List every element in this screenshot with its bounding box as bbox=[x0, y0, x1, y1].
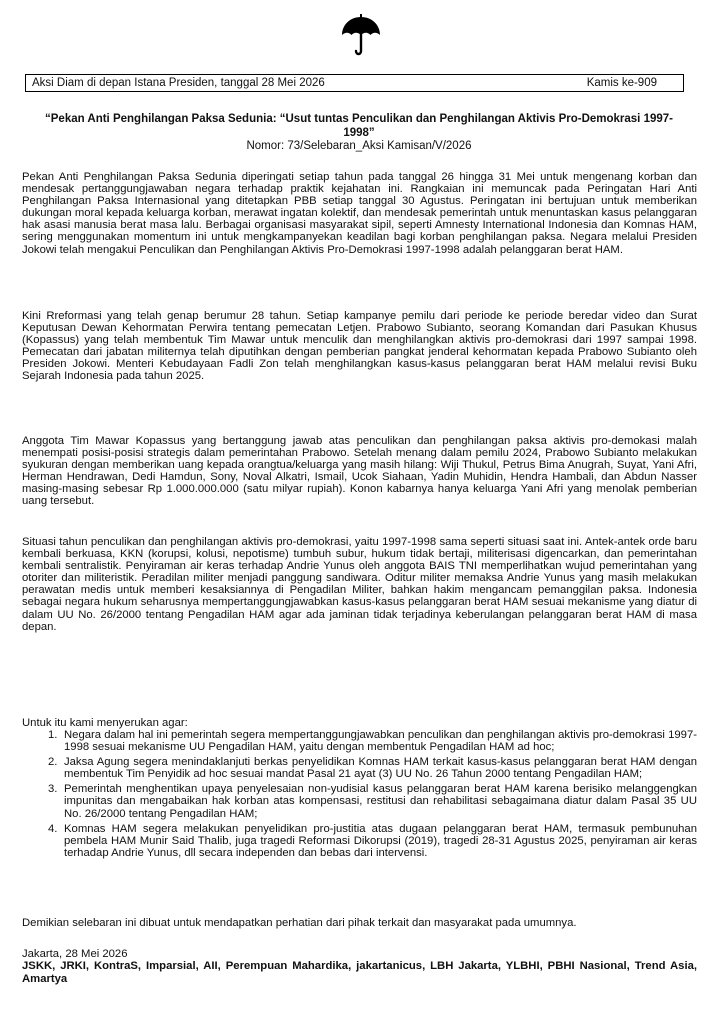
edition-label: Kamis ke-909 bbox=[586, 77, 657, 89]
document-number: Nomor: 73/Selebaran_Aksi Kamisan/V/2026 bbox=[246, 140, 472, 152]
demand-number: 4. bbox=[48, 822, 58, 835]
demand-item bbox=[22, 729, 697, 753]
umbrella-icon bbox=[341, 14, 381, 58]
demand-number: 3. bbox=[48, 783, 58, 796]
place-date: Jakarta, 28 Mei 2026 bbox=[22, 948, 128, 960]
event-line: Aksi Diam di depan Istana Presiden, tanggal 28 Mei 2026 bbox=[32, 77, 325, 89]
leaflet-title: “Pekan Anti Penghilangan Paksa Sedunia: “Usut tuntas Penculikan dan Penghilangan Aktivis Pro-Demokrasi 1997-1998” bbox=[45, 113, 673, 139]
demand-item bbox=[22, 783, 697, 819]
closing-statement: Demikian selebaran ini dibuat untuk mendapatkan perhatian dari pihak terkait dan masyarakat pada umumnya. bbox=[22, 917, 577, 929]
header-box bbox=[25, 74, 684, 92]
paragraph-3: Anggota Tim Mawar Kopassus yang bertanggung jawab atas penculikan dan penghilangan paksa aktivis pro-demokasi malah menempati posisi-posisi strategis dalam pemerintahan Prabowo. Setelah menang dalam pemilu 2024, Prabowo Subianto melakukan syukuran dengan memberikan uang kepada orangtua/keluarga yang masih hilang: Wiji Thukul, Petrus Bima Anugrah, Suyat, Yani Afri, Herman Hendrawan, Dedi Hamdun, Sony, Noval Alkatri, Ismail, Ucok Siahaan, Yadin Muhidin, Hendra Hambali, dan Abdun Nasser masing-masing sebesar Rp 1.000.000.000 (satu milyar rupiah). Konon kabarnya hanya keluarga Yani Afri yang menolak pemberian uang tersebut. bbox=[22, 435, 697, 508]
demand-number: 1. bbox=[48, 729, 58, 741]
demand-text: Jaksa Agung segera menindaklanjuti berkas penyelidikan Komnas HAM terkait kasus-kasus pelanggaran berat HAM dengan membentuk Tim Penyidik ad hoc sesuai mandat Pasal 21 ayat (3) UU No. 26 Tahun 2000 tentang Pengadilan HAM; bbox=[64, 756, 697, 781]
demands-list bbox=[22, 729, 697, 862]
demand-text: Pemerintah menghentikan upaya penyelesaian non-yudisial kasus pelanggaran berat HAM karena berisiko melanggengkan impunitas dan mengabaikan hak korban atas kompensasi, restitusi dan rehabilitasi sebagaimana diatur dalam Pasal 35 UU No. 26/2000 tentang Pengadilan HAM; bbox=[64, 783, 697, 820]
paragraph-2: Kini Rreformasi yang telah genap berumur 28 tahun. Setiap kampanye pemilu dari periode ke periode beredar video dan Surat Keputusan Dewan Kehormatan Perwira tentang pemecatan Letjen. Prabowo Subianto, seorang Komandan dari Pasukan Khusus (Kopassus) yang telah membentuk Tim Mawar untuk menculik dan menghilangkan aktivis pro-demokrasi dari 1997 sampai 1998. Pemecatan dari jabatan militernya telah diputihkan dengan pemberian pangkat jenderal kehormatan kepada Prabowo Subianto oleh Presiden Jokowi. Menteri Kebudayaan Fadli Zon telah menghilangkan kasus-kasus pelanggaran berat HAM melalui revisi Buku Sejarah Indonesia pada tahun 2025. bbox=[22, 310, 697, 383]
signatory-organizations: JSKK, JRKI, KontraS, Imparsial, AII, Perempuan Mahardika, jakartanicus, LBH Jakarta, YLBHI, PBHI Nasional, Trend Asia, Amartya bbox=[22, 960, 697, 985]
demand-number: 2. bbox=[48, 756, 58, 769]
demand-item bbox=[22, 756, 697, 780]
paragraph-4: Situasi tahun penculikan dan penghilangan aktivis pro-demokrasi, yaitu 1997-1998 sama seperti situasi saat ini. Antek-antek orde baru kembali berkuasa, KKN (korupsi, kolusi, nepotisme) tumbuh subur, hukum tidak bertaji, militerisasi digencarkan, dan pemerintahan kembali sentralistik. Penyiraman air keras terhadap Andrie Yunus oleh anggota BAIS TNI memperlihatkan wujud pemerintahan yang otoriter dan militeristik. Peradilan militer menjadi panggung sandiwara. Oditur militer memaksa Andrie Yunus yang masih melakukan perawatan medis untuk memberi kesaksiannya di Pengadilan Militer, bahkan hakim mengancam pemanggilan paksa. Indonesia sebagai negara hukum seharusnya mempertanggungjawabkan kasus-kasus pelanggaran berat HAM sesuai mekanisme yang diatur di dalam UU No. 26/2000 tentang Pengadilan HAM agar ada jaminan tidak terjadinya keberulangan pelanggaran berat HAM di masa depan. bbox=[22, 536, 697, 633]
signature-block bbox=[22, 948, 697, 985]
paragraph-1: Pekan Anti Penghilangan Paksa Sedunia diperingati setiap tahun pada tanggal 26 hingga 31 Mei untuk mengenang korban dan mendesak pertanggungjawaban negara terhadap praktik kejahatan ini. Rangkaian ini memuncak pada Peringatan Hari Anti Penghilangan Paksa Internasional yang ditetapkan PBB setiap tanggal 30 Agustus. Peringatan ini bertujuan untuk memberikan dukungan moral kepada keluarga korban, merawat ingatan kolektif, dan mendesak pemerintah untuk menuntaskan kasus pelanggaran hak asasi manusia berat masa lalu. Berbagai organisasi masyarakat sipil, seperti Amnesty International Indonesia dan Komnas HAM, sering menggunakan momentum ini untuk mengkampanyekan keadilan bagi korban penghilangan paksa. Negara melalui Presiden Jokowi telah mengakui Penculikan dan Penghilangan Aktivis Pro-Demokrasi 1997-1998 adalah pelanggaran berat HAM. bbox=[22, 171, 697, 256]
demand-text: Komnas HAM segera melakukan penyelidikan pro-justitia atas dugaan pelanggaran berat HAM, termasuk pembunuhan pembela HAM Munir Said Thalib, juga tragedi Reformasi Dikorupsi (2019), tragedi 28-31 Agustus 2025, penyiraman air keras terhadap Andrie Yunus, dll secara independen dan bebas dari intervensi. bbox=[64, 822, 697, 859]
demand-text: Negara dalam hal ini pemerintah segera mempertanggungjawabkan penculikan dan penghilangan aktivis pro-demokrasi 1997-1998 sesuai mekanisme UU Pengadilan HAM, yaitu dengan membentuk Pengadilan HAM ad hoc; bbox=[64, 729, 697, 754]
demand-item bbox=[22, 823, 697, 859]
demands-intro: Untuk itu kami menyerukan agar: bbox=[22, 717, 188, 729]
